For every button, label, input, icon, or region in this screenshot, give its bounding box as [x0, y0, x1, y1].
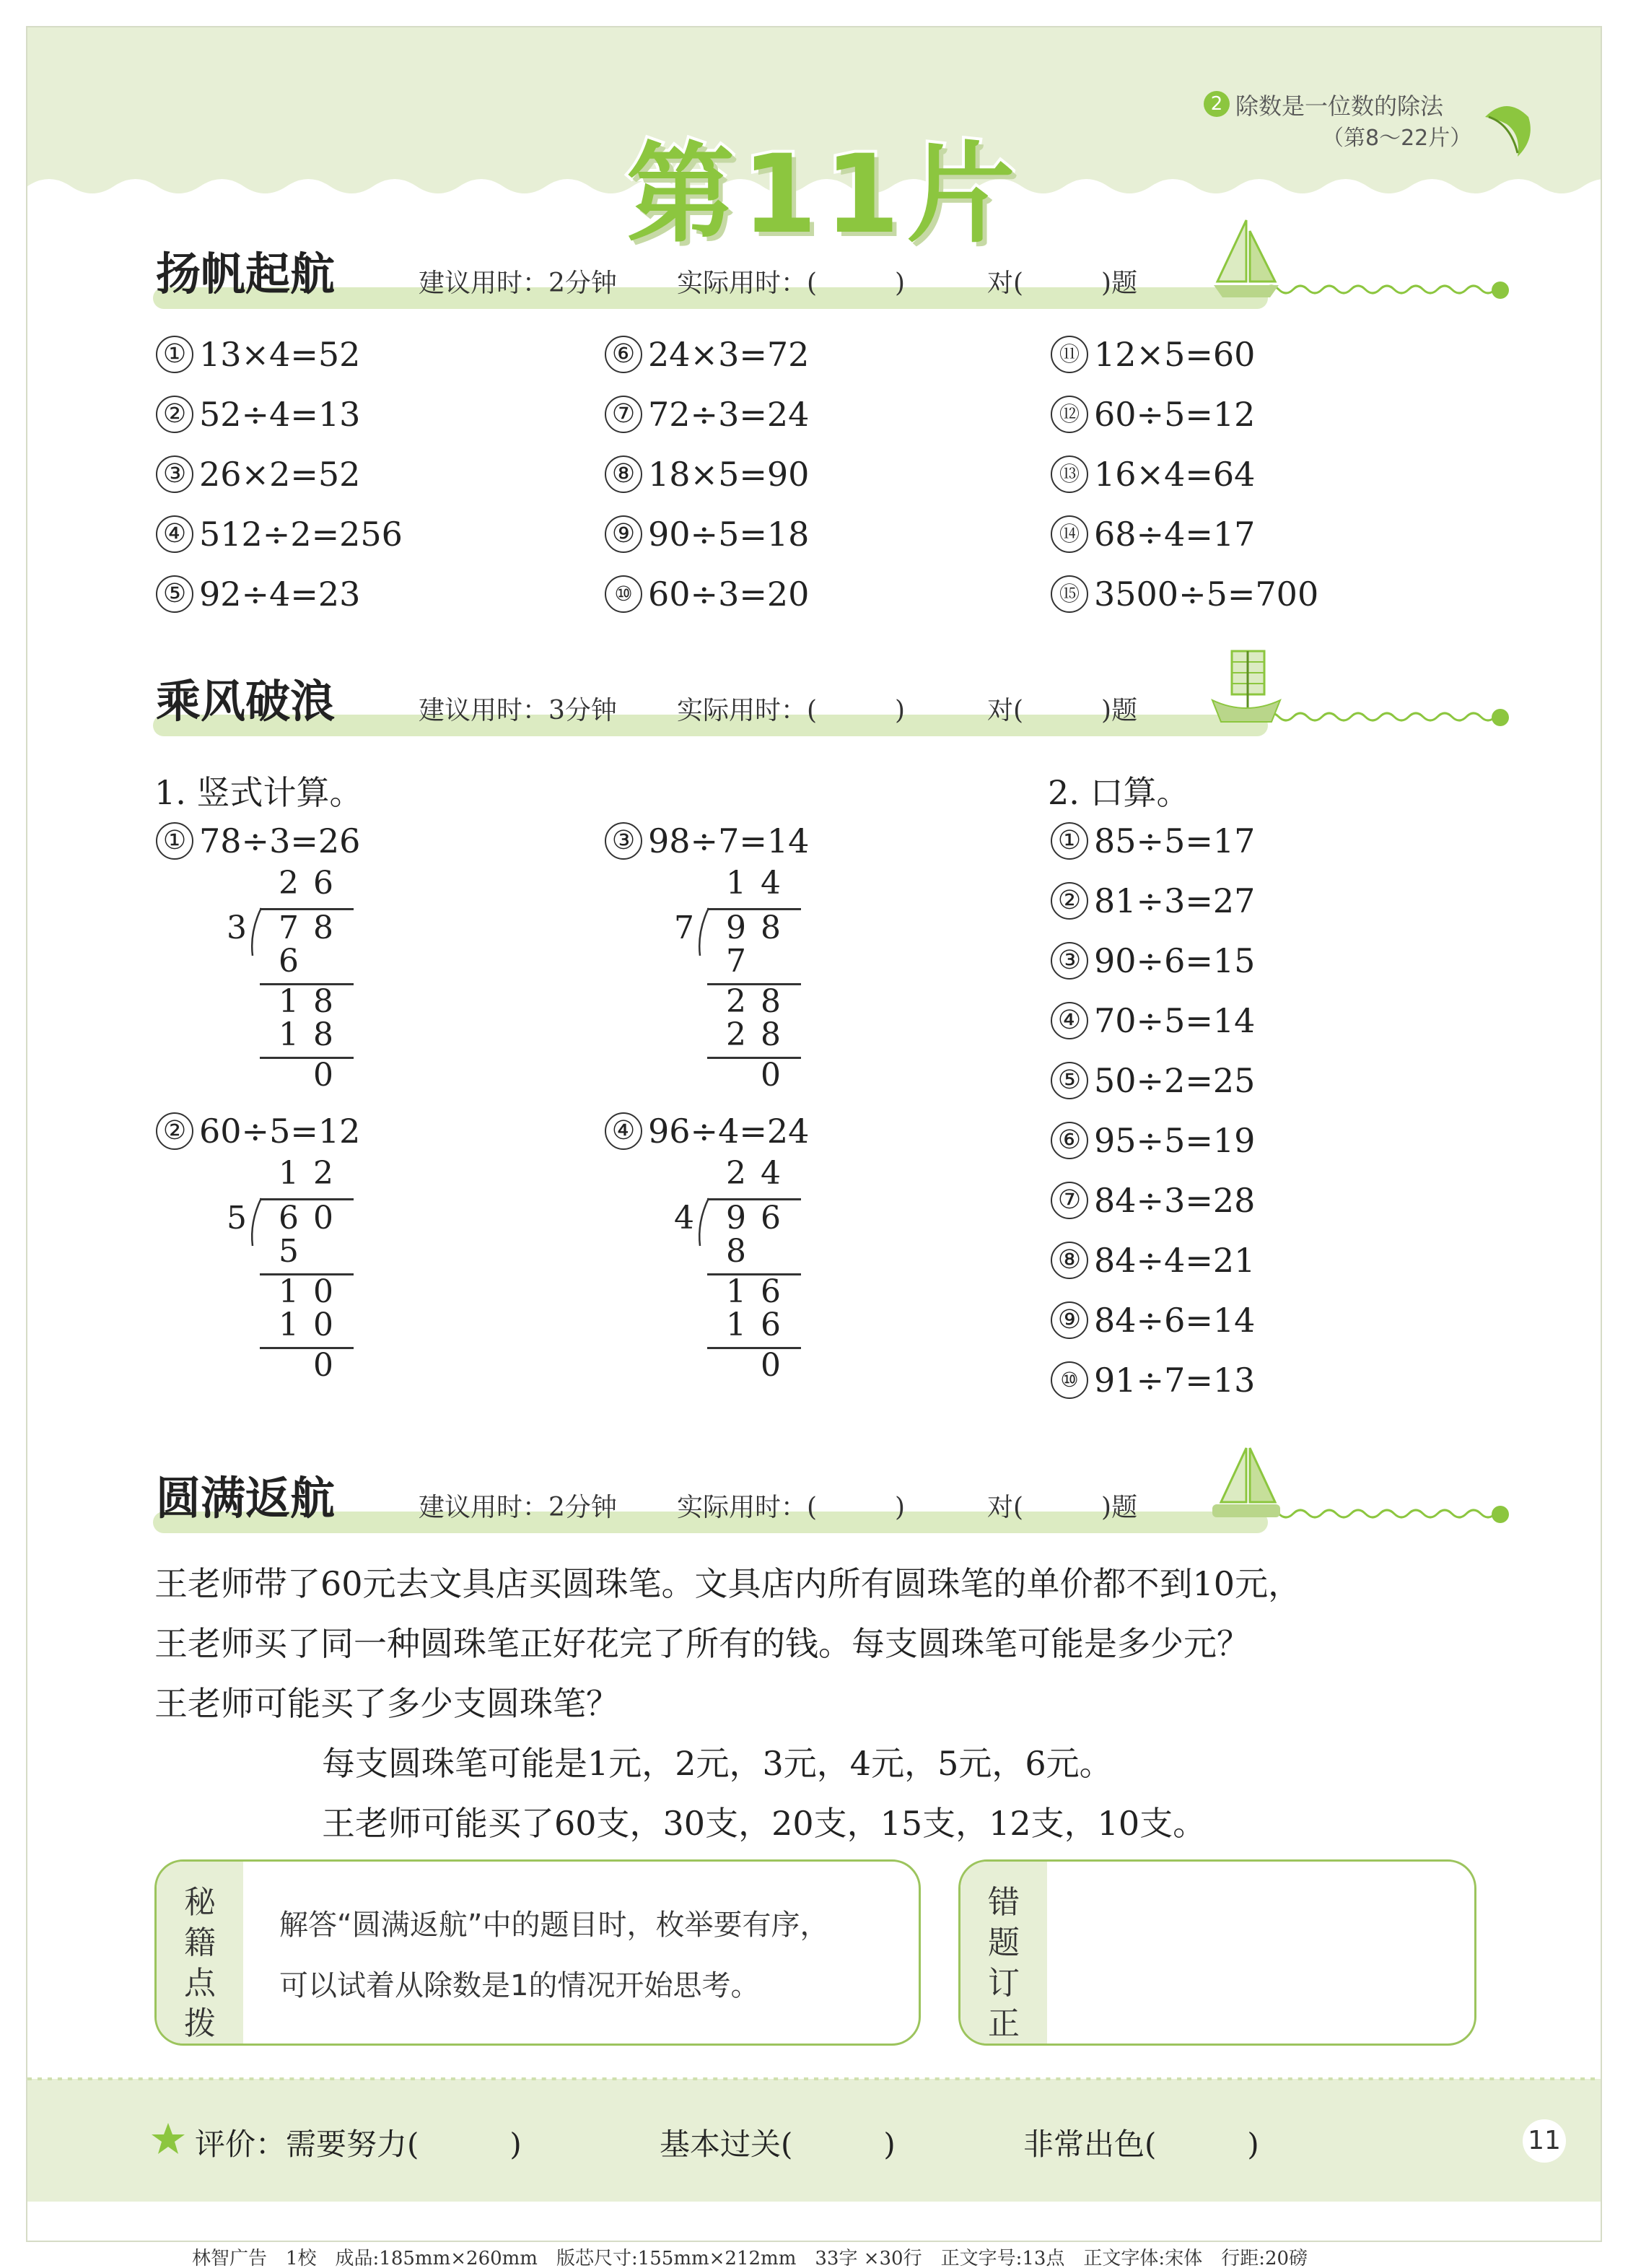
wavy-line-decoration: [1264, 706, 1502, 728]
problem-number: ④: [605, 1112, 642, 1150]
divisor-digit: 3: [227, 910, 247, 946]
step-digit: 1: [726, 1307, 746, 1343]
oral-problem: [1051, 941, 1255, 982]
answer-line: 王老师可能买了60支，30支，20支，15支，12支，10支。: [322, 1804, 1207, 1843]
problem-number: ⑧: [605, 455, 642, 493]
problem-item: [156, 455, 360, 496]
line-end-dot: [1492, 1506, 1509, 1523]
part-title-vertical: 1. 竖式计算。: [154, 773, 363, 812]
problem-text: 12×5=60: [1094, 335, 1256, 374]
problem-text: 60÷5=12: [199, 1112, 361, 1151]
problem-item: [605, 395, 809, 436]
dividend-digit: 9: [726, 910, 746, 946]
problem-text: 92÷4=23: [199, 575, 361, 614]
line-end-dot: [1492, 282, 1509, 299]
unit-range: （第8～22片）: [1322, 126, 1472, 151]
problem-number: ⑭: [1051, 515, 1088, 553]
wavy-line-decoration: [1264, 279, 1502, 300]
problem-number: ⑤: [156, 575, 193, 613]
correction-label-char: 题: [988, 1924, 1020, 1961]
problem-text: 98÷7=14: [648, 821, 810, 860]
problem-text: 90÷6=15: [1094, 941, 1256, 980]
divisor-digit: 4: [674, 1200, 694, 1237]
actual-time-field[interactable]: 实际用时：( ): [677, 696, 906, 725]
sailboat-icon: [1207, 1441, 1286, 1527]
quotient-digit: 2: [279, 865, 299, 902]
section-title: 圆满返航: [156, 1472, 336, 1525]
quotient-digit: 1: [279, 1155, 299, 1192]
leaf-icon: [1478, 95, 1543, 160]
problem-text: 60÷3=20: [648, 575, 810, 614]
print-info-line: 林智广告 1校 成品:185mm×260mm 版芯尺寸:155mm×212mm 33字 ×30行 正文字号:13点 正文字体:宋体 行距:20磅: [192, 2248, 1308, 2268]
problem-item: [605, 575, 809, 616]
dividend-digit: 7: [279, 910, 299, 946]
step-digit: 6: [761, 1307, 781, 1343]
step-digit: 0: [313, 1273, 333, 1310]
problem-text: 26×2=52: [199, 455, 361, 494]
problem-number: ⑪: [1051, 336, 1088, 373]
problem-number: ②: [156, 396, 193, 433]
problem-item: [156, 395, 360, 436]
problem-text: 90÷5=18: [648, 515, 810, 554]
correction-label-char: 错: [988, 1884, 1020, 1921]
problem-text: 512÷2=256: [199, 515, 403, 554]
eval-needs-work[interactable]: 评价：需要努力( ): [195, 2127, 522, 2162]
step-digit: 8: [313, 1016, 333, 1053]
line-end-dot: [1492, 709, 1509, 726]
quotient-digit: 4: [761, 865, 781, 902]
suggested-time: 建议用时：2分钟: [419, 1493, 617, 1522]
vertical-problem-heading: [605, 821, 809, 863]
problem-text: 84÷6=14: [1094, 1301, 1256, 1340]
section-challenge-header: [153, 1462, 1510, 1542]
quotient-digit: 2: [313, 1155, 333, 1192]
vertical-problem-heading: [156, 1112, 360, 1153]
step-digit: 7: [726, 943, 746, 980]
junk-boat-icon: [1207, 644, 1286, 730]
dividend-digit: 8: [761, 910, 781, 946]
tip-label-char: 籍: [184, 1924, 216, 1961]
problem-number: ①: [156, 822, 193, 860]
problem-text: 81÷3=27: [1094, 881, 1256, 920]
dividend-digit: 6: [279, 1200, 299, 1237]
section-warmup-header: [153, 238, 1510, 318]
wavy-line-decoration: [1264, 1503, 1502, 1525]
problem-text: 96÷4=24: [648, 1112, 810, 1151]
problem-text: 84÷4=21: [1094, 1241, 1256, 1280]
tip-label-char: 秘: [184, 1884, 216, 1921]
subtraction-line: [707, 1347, 801, 1349]
section-practice-header: [153, 666, 1510, 745]
oral-problem: [1051, 1301, 1255, 1342]
subtraction-line: [260, 1057, 354, 1059]
correct-count-field[interactable]: 对( )题: [987, 1493, 1138, 1522]
problem-text: 24×3=72: [648, 335, 810, 374]
problem-number: ④: [156, 515, 193, 553]
divisor-digit: 5: [227, 1200, 247, 1237]
quotient-digit: 4: [761, 1155, 781, 1192]
step-digit: 6: [761, 1273, 781, 1310]
problem-item: [605, 335, 809, 376]
oral-problem: [1051, 1181, 1255, 1222]
section-title: 乘风破浪: [156, 675, 336, 728]
step-digit: 1: [726, 1273, 746, 1310]
problem-number: ③: [156, 455, 193, 493]
dividend-digit: 0: [313, 1200, 333, 1237]
step-digit: 6: [279, 943, 299, 980]
problem-text: 18×5=90: [648, 455, 810, 494]
oral-problem: [1051, 1121, 1255, 1162]
problem-number: ⑥: [605, 336, 642, 373]
correct-count-field[interactable]: 对( )题: [987, 696, 1138, 725]
long-division: [208, 865, 381, 1094]
problem-number: ⑥: [1051, 1122, 1088, 1159]
unit-number-badge: 2: [1204, 91, 1230, 117]
vertical-problem-heading: [605, 1112, 809, 1153]
problem-number: ④: [1051, 1002, 1088, 1039]
step-digit: 2: [726, 1016, 746, 1053]
problem-text: 52÷4=13: [199, 395, 361, 434]
problem-number: ⑦: [605, 396, 642, 433]
correction-box[interactable]: [958, 1859, 1476, 2046]
remainder-digit: 0: [313, 1347, 333, 1384]
step-digit: 1: [279, 1273, 299, 1310]
problem-number: ②: [1051, 882, 1088, 920]
correction-label-char: 正: [988, 2005, 1020, 2042]
problem-item: [1051, 515, 1255, 556]
section-title: 扬帆起航: [156, 248, 336, 300]
problem-text: 95÷5=19: [1094, 1121, 1256, 1160]
problem-number: ③: [1051, 942, 1088, 980]
quotient-digit: 1: [726, 865, 746, 902]
step-digit: 8: [726, 1233, 746, 1270]
problem-item: [1051, 335, 1255, 376]
problem-number: ①: [156, 336, 193, 373]
problem-number: ⑩: [605, 575, 642, 613]
step-digit: 8: [313, 983, 333, 1020]
step-digit: 8: [761, 983, 781, 1020]
dividend-digit: 8: [313, 910, 333, 946]
worksheet-page: [26, 26, 1602, 2242]
problem-text: 13×4=52: [199, 335, 361, 374]
correct-count-field[interactable]: 对( )题: [987, 269, 1138, 298]
oral-problem: [1051, 821, 1255, 863]
tip-text-line: 可以试着从除数是1的情况开始思考。: [279, 1969, 760, 2002]
remainder-digit: 0: [761, 1347, 781, 1384]
problem-text: 78÷3=26: [199, 821, 361, 860]
problem-text: 3500÷5=700: [1094, 575, 1319, 614]
oral-problem: [1051, 1241, 1255, 1282]
divisor-digit: 7: [674, 910, 694, 946]
page-number: 11: [1523, 2119, 1566, 2163]
problem-number: ⑧: [1051, 1242, 1088, 1279]
problem-number: ⑮: [1051, 575, 1088, 613]
problem-text: 16×4=64: [1094, 455, 1256, 494]
problem-text: 85÷5=17: [1094, 821, 1256, 860]
unit-title: 除数是一位数的除法: [1235, 92, 1444, 120]
dividend-digit: 9: [726, 1200, 746, 1237]
long-division: [655, 865, 828, 1094]
oral-problem: [1051, 1361, 1255, 1402]
problem-number: ①: [1051, 822, 1088, 860]
oral-problem: [1051, 1061, 1255, 1102]
suggested-time: 建议用时：3分钟: [419, 696, 617, 725]
step-digit: 1: [279, 1307, 299, 1343]
part-title-oral: 2. 口算。: [1048, 773, 1190, 812]
problem-text: 70÷5=14: [1094, 1001, 1256, 1040]
problem-number: ⑨: [605, 515, 642, 553]
question-line: 王老师带了60元去文具店买圆珠笔。文具店内所有圆珠笔的单价都不到10元，: [154, 1564, 1302, 1603]
step-digit: 1: [279, 1016, 299, 1053]
problem-number: ③: [605, 822, 642, 860]
quotient-digit: 6: [313, 865, 333, 902]
step-digit: 5: [279, 1233, 299, 1270]
remainder-digit: 0: [313, 1057, 333, 1094]
oral-problem: [1051, 881, 1255, 923]
question-line: 王老师买了同一种圆珠笔正好花完了所有的钱。每支圆珠笔可能是多少元？: [154, 1624, 1250, 1663]
eval-pass[interactable]: 基本过关( ): [660, 2127, 896, 2162]
star-icon: [150, 2121, 186, 2157]
step-digit: 8: [761, 1016, 781, 1053]
problem-number: ⑩: [1051, 1361, 1088, 1399]
sailboat-icon: [1207, 217, 1286, 303]
long-division: [655, 1155, 828, 1384]
actual-time-field[interactable]: 实际用时：( ): [677, 269, 906, 298]
problem-number: ⑤: [1051, 1062, 1088, 1099]
problem-item: [1051, 575, 1318, 616]
subtraction-line: [260, 1347, 354, 1349]
quotient-digit: 2: [726, 1155, 746, 1192]
correction-label-char: 订: [988, 1965, 1020, 2002]
problem-number: ②: [156, 1112, 193, 1150]
tip-text-line: 解答“圆满返航”中的题目时，枚举要有序，: [279, 1909, 829, 1942]
step-digit: 0: [313, 1307, 333, 1343]
oral-problem: [1051, 1001, 1255, 1042]
problem-item: [156, 575, 360, 616]
tip-label-char: 点: [184, 1965, 216, 2002]
remainder-digit: 0: [761, 1057, 781, 1094]
problem-text: 91÷7=13: [1094, 1361, 1256, 1400]
problem-number: ⑬: [1051, 455, 1088, 493]
dividend-digit: 6: [761, 1200, 781, 1237]
problem-item: [605, 455, 809, 496]
tip-box: [154, 1859, 921, 2046]
problem-item: [605, 515, 809, 556]
problem-item: [1051, 455, 1255, 496]
tip-label-char: 拨: [184, 2005, 216, 2042]
problem-number: ⑫: [1051, 396, 1088, 433]
problem-item: [156, 335, 360, 376]
footer-wave-decoration: [27, 2067, 1601, 2089]
problem-text: 84÷3=28: [1094, 1181, 1256, 1220]
subtraction-line: [707, 1057, 801, 1059]
page-title: 第11片: [626, 132, 1023, 258]
problem-text: 60÷5=12: [1094, 395, 1256, 434]
problem-text: 68÷4=17: [1094, 515, 1256, 554]
step-digit: 2: [726, 983, 746, 1020]
suggested-time: 建议用时：2分钟: [419, 269, 617, 298]
vertical-problem-heading: [156, 821, 360, 863]
long-division: [208, 1155, 381, 1384]
eval-excellent[interactable]: 非常出色( ): [1023, 2127, 1259, 2162]
problem-number: ⑦: [1051, 1182, 1088, 1219]
problem-item: [156, 515, 403, 556]
step-digit: 1: [279, 983, 299, 1020]
problem-text: 50÷2=25: [1094, 1061, 1256, 1100]
problem-number: ⑨: [1051, 1301, 1088, 1339]
problem-item: [1051, 395, 1255, 436]
actual-time-field[interactable]: 实际用时：( ): [677, 1493, 906, 1522]
problem-text: 72÷3=24: [648, 395, 810, 434]
question-line: 王老师可能买了多少支圆珠笔？: [154, 1684, 619, 1723]
answer-line: 每支圆珠笔可能是1元，2元，3元，4元，5元，6元。: [322, 1744, 1113, 1783]
